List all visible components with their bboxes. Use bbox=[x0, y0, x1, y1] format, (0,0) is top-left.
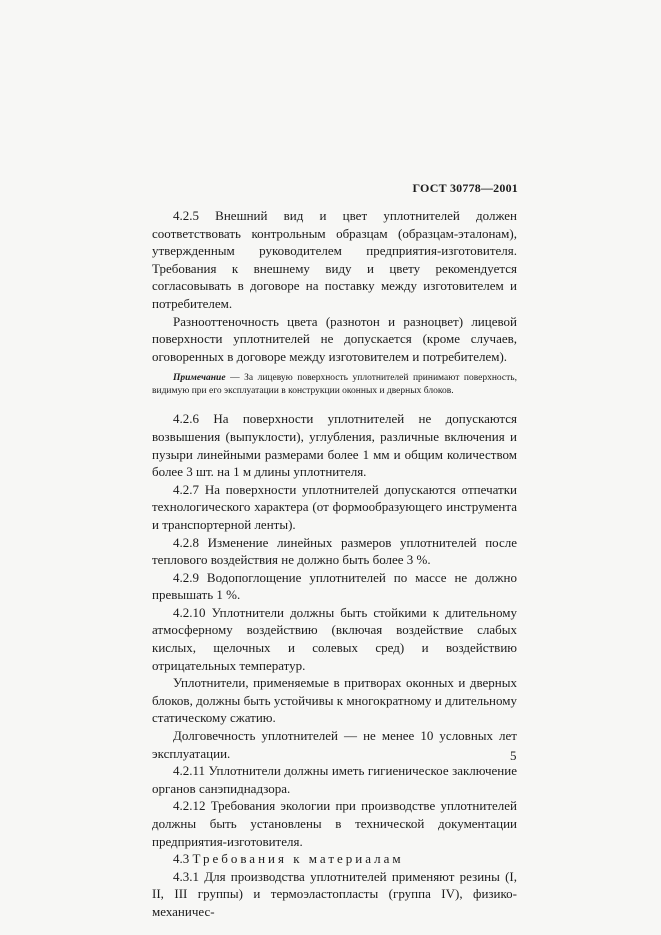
paragraph-4-2-8: 4.2.8 Изменение линейных размеров уплотнителей после теплового воздействия не должно быть более 3 %. bbox=[152, 534, 517, 568]
paragraph-4-2-5: 4.2.5 Внешний вид и цвет уплотнителей должен соответствовать контрольным образцам (образцам-эталонам), утвержденным руководителем предприятия-изготовителя. Требования к внешнему виду и цвету рекомендуется согласовывать в договоре на поставку между изготовителем и потребителем. bbox=[152, 208, 517, 311]
paragraph-4-2-9: 4.2.9 Водопоглощение уплотнителей по массе не должно превышать 1 %. bbox=[152, 569, 517, 603]
paragraph-4-2-12: 4.2.12 Требования экологии при производстве уплотнителей должны быть установлены в технической документации предприятия-изготовителя. bbox=[152, 798, 517, 849]
paragraph-4-2-6: 4.2.6 На поверхности уплотнителей не допускаются возвышения (выпуклости), углубления, различные включения и пузыри линейными размерами более 1 мм и общим количеством более 3 шт. на 1 м длины уплотнителя. bbox=[152, 411, 517, 480]
paragraph-4-3-1: 4.3.1 Для производства уплотнителей применяют резины (I, II, III группы) и термоэластопласты (группа IV), физико-механичес- bbox=[152, 868, 517, 919]
paragraph-4-2-7: 4.2.7 На поверхности уплотнителей допускаются отпечатки технологического характера (от формообразующего инструмента и транспортерной ленты). bbox=[152, 481, 517, 532]
paragraph-4-2-10-seals: Уплотнители, применяемые в притворах оконных и дверных блоков, должны быть устойчивы к многократному и длительному статическому сжатию. bbox=[152, 675, 517, 726]
paragraph-4-2-5-color: Разнооттеночность цвета (разнотон и разноцвет) лицевой поверхности уплотнителей не допускается (кроме случаев, оговоренных в договоре между изготовителем и потребителем). bbox=[152, 313, 517, 364]
section-number: 4.3 bbox=[173, 851, 190, 867]
note bbox=[152, 372, 517, 398]
section-heading-4-3 bbox=[152, 850, 517, 868]
note-label: Примечание bbox=[173, 373, 226, 384]
note-text: — За лицевую поверхность уплотнителей принимают поверхность, видимую при его эксплуатации в конструкции оконных и дверных блоков. bbox=[152, 373, 517, 397]
paragraph-4-2-10-durability: Долговечность уплотнителей — не менее 10 условных лет эксплуатации. bbox=[152, 728, 517, 761]
main-text bbox=[152, 207, 517, 921]
paragraph-4-2-10: 4.2.10 Уплотнители должны быть стойкими к длительному атмосферному воздействию (включая воздействие слабых кислых, щелочных и солевых сред) и воздействию отрицательных температур. bbox=[152, 604, 517, 673]
page-number: 5 bbox=[510, 748, 517, 763]
paragraph-4-2-11: 4.2.11 Уплотнители должны иметь гигиеническое заключение органов санэпиднадзора. bbox=[152, 763, 517, 796]
section-title: Требования к материалам bbox=[192, 851, 404, 867]
standard-header: ГОСТ 30778—2001 bbox=[412, 181, 518, 195]
